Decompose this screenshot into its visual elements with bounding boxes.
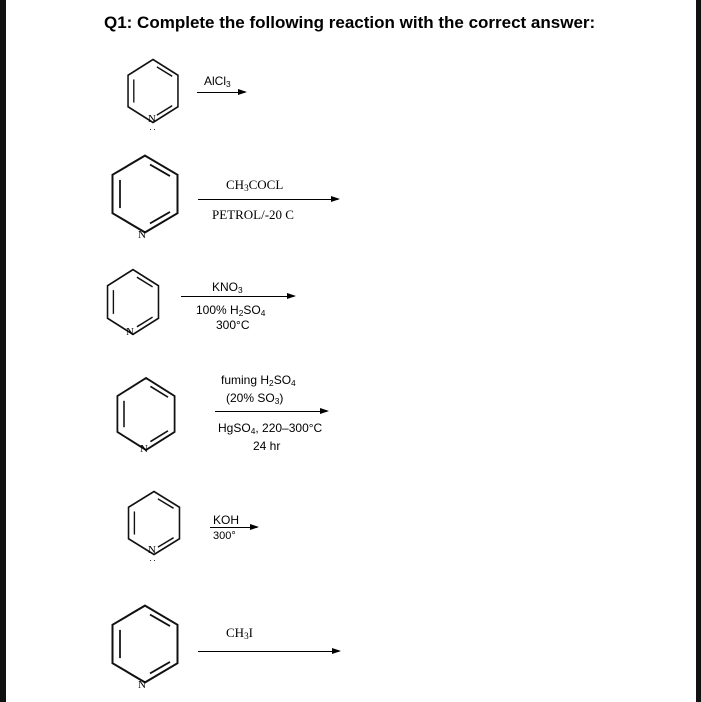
reagent-5-above: KOH xyxy=(213,513,240,527)
nitrogen-label-2: N xyxy=(138,229,146,241)
pyridine-ring-2 xyxy=(113,156,178,233)
reagent-2-above: $CH_3COCL$ xyxy=(226,177,284,193)
reaction-arrow-5 xyxy=(210,527,257,528)
reagent-4-above-2: (20% $SO_3$) xyxy=(226,391,284,406)
nitrogen-label-3: N xyxy=(126,326,134,338)
reagent-2-below: PETROL/-20 C xyxy=(212,207,294,222)
reagent-6-above: $CH_3I$ xyxy=(226,625,253,641)
nitrogen-label-6: N xyxy=(138,679,146,691)
reaction-arrow-6 xyxy=(198,651,339,652)
reagent-3-below-1: 100% $H_2SO_4$ xyxy=(196,303,266,318)
lone-pair-5: ·· xyxy=(149,555,157,565)
reagent-4-below-2: 24 hr xyxy=(253,439,281,453)
reagent-3-above: $KNO_3$ xyxy=(212,280,243,295)
reagent-1-above: AlCl$_3$ xyxy=(204,74,231,89)
question-title: Q1: Complete the following reaction with the correct answer: xyxy=(104,13,596,32)
reagent-4-above-1: fuming $H_2SO_4$ xyxy=(221,373,296,388)
reaction-arrow-1 xyxy=(197,92,245,93)
nitrogen-label-1: N xyxy=(148,113,156,125)
reagent-5-below: 300° xyxy=(213,530,236,542)
reaction-arrow-2 xyxy=(198,199,338,200)
nitrogen-label-5: N xyxy=(148,544,156,556)
reaction-arrow-3 xyxy=(181,296,294,297)
reagent-4-below-1: HgSO$_4$, 220–300°C xyxy=(218,421,323,436)
nitrogen-label-4: N xyxy=(140,443,148,455)
pyridine-ring-3 xyxy=(108,270,159,335)
lone-pair-1: ·· xyxy=(149,124,157,134)
reagent-3-below-2: 300°C xyxy=(216,318,250,332)
pyridine-ring-6 xyxy=(113,606,178,683)
reaction-arrow-4 xyxy=(215,411,327,412)
pyridine-ring-4 xyxy=(117,378,174,450)
